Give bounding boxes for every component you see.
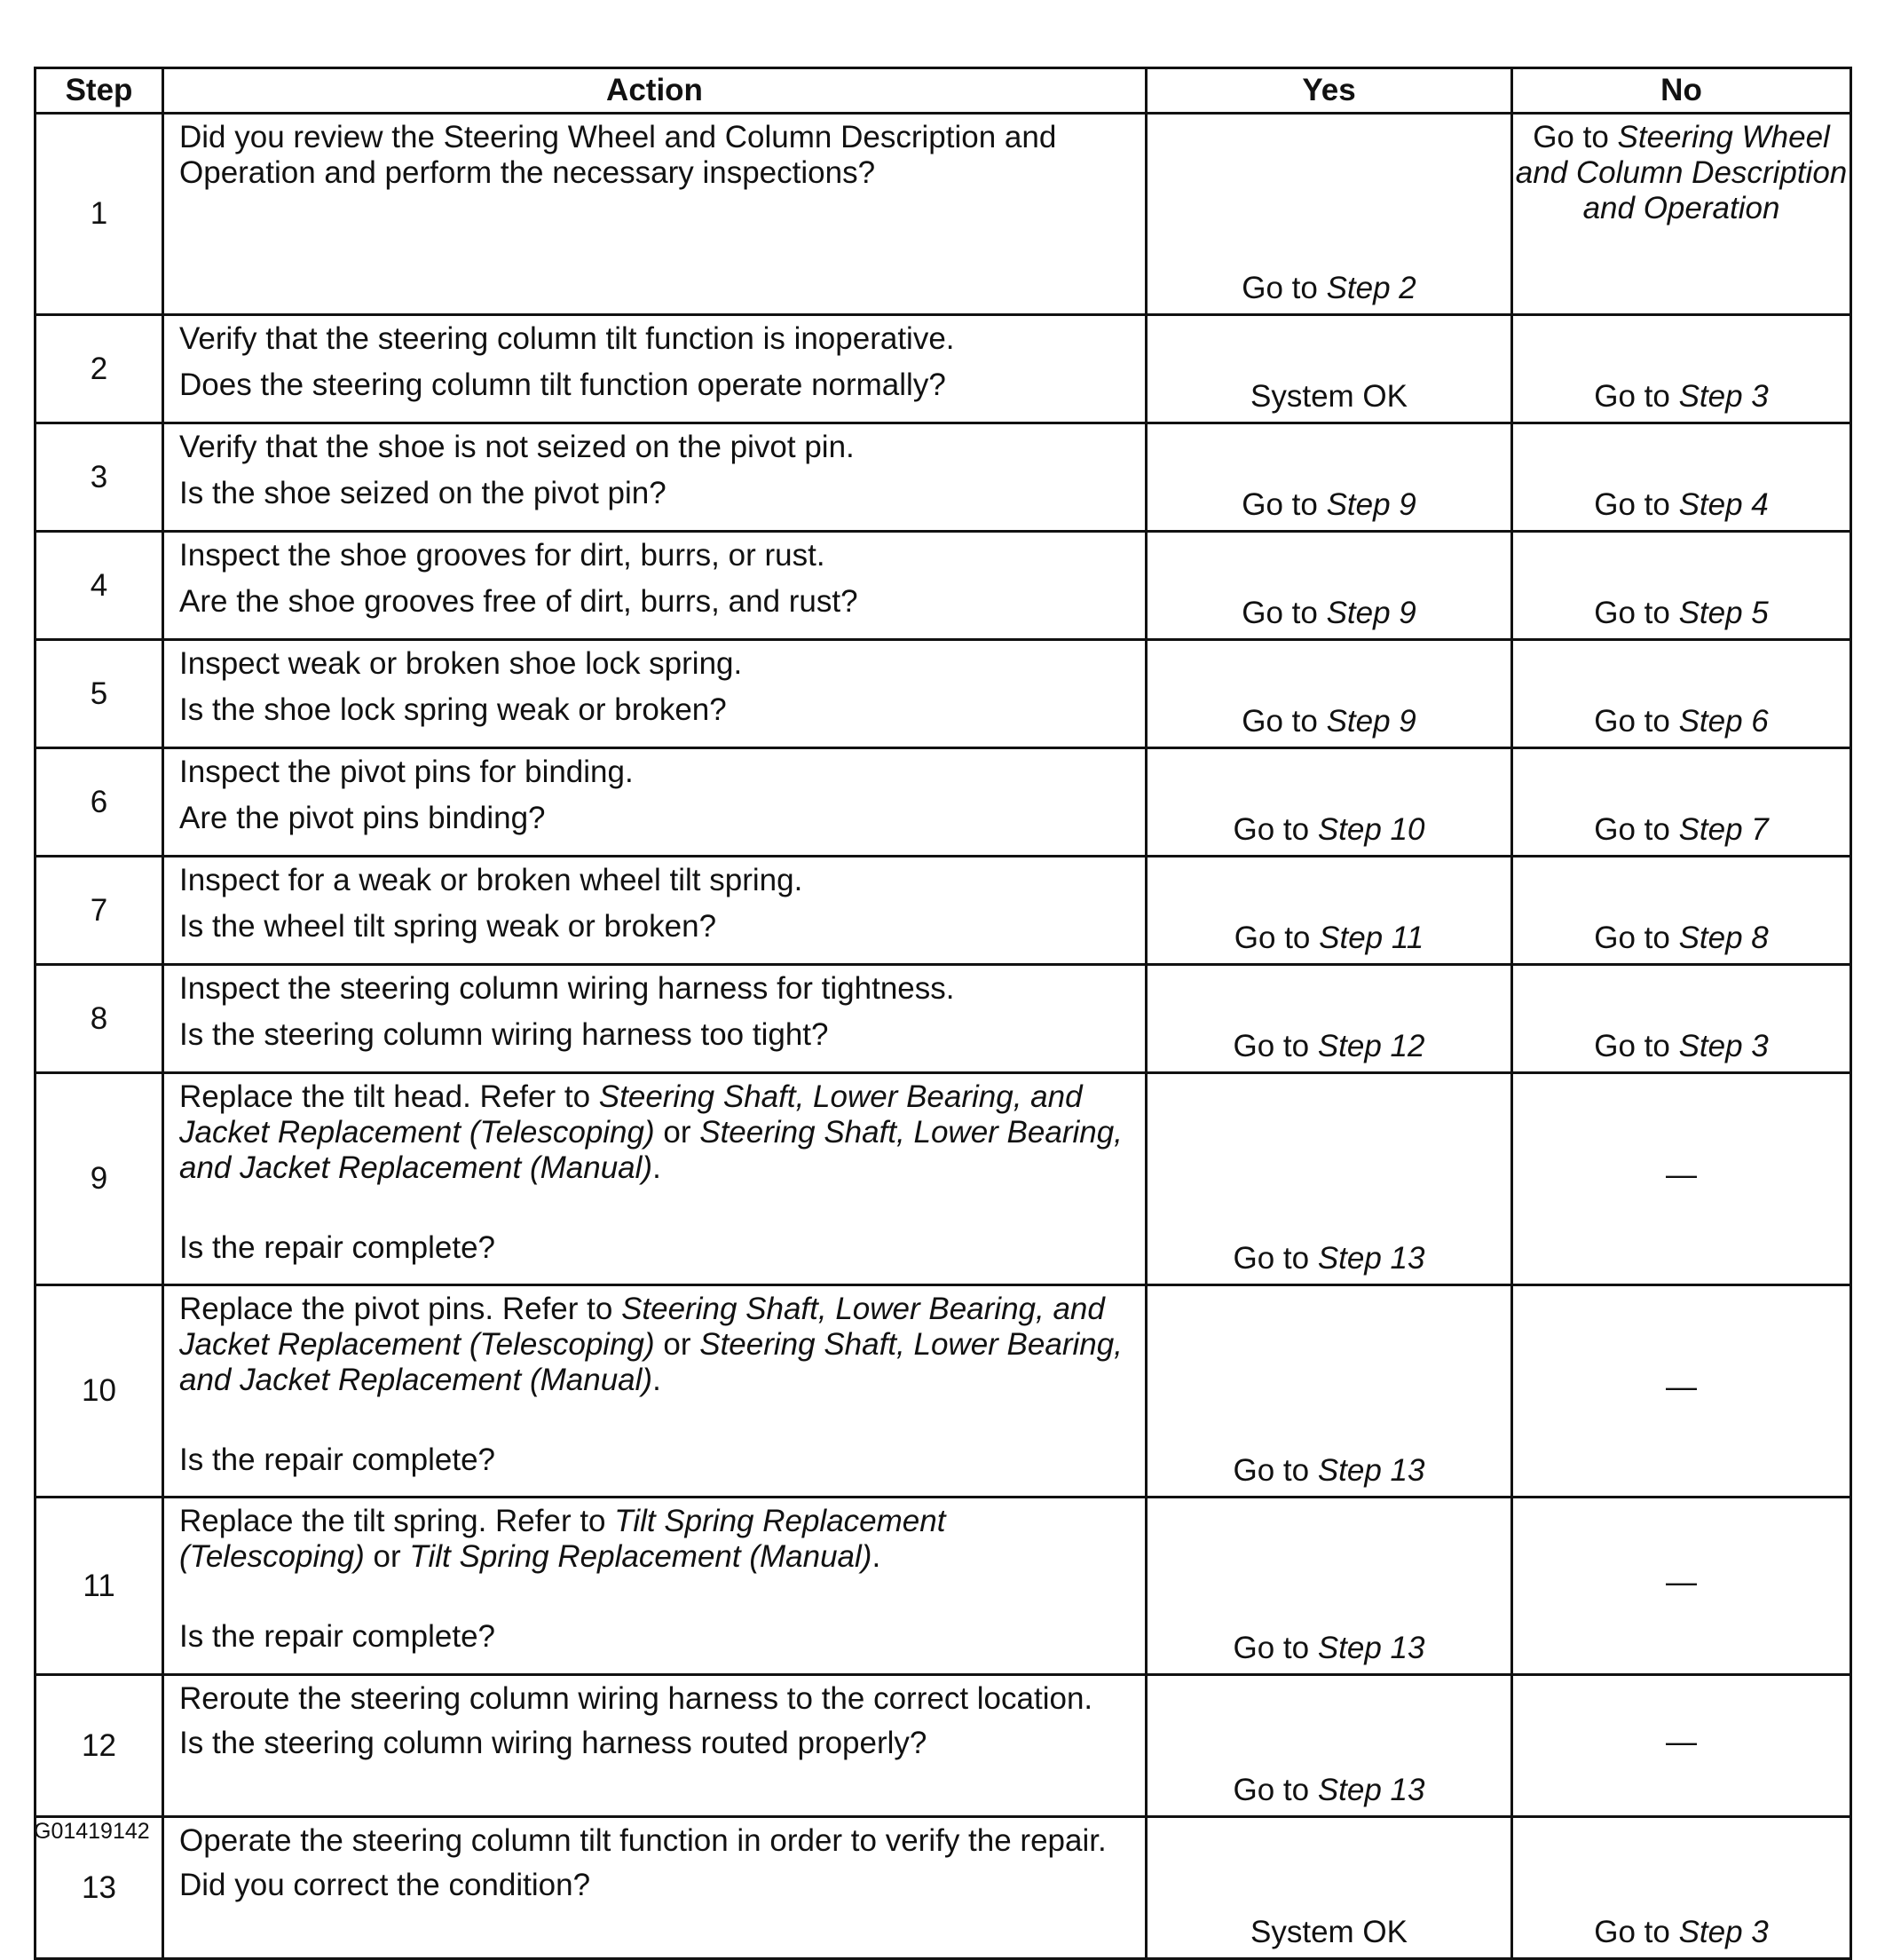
no-cell [1512, 640, 1851, 748]
action-cell [163, 532, 1147, 640]
step-number: 4 [35, 532, 163, 640]
refer-end: . [652, 1150, 661, 1185]
no-cell [1512, 965, 1851, 1073]
step-number: 2 [35, 315, 163, 423]
yes-cell [1147, 114, 1512, 315]
step-number: 10 [35, 1285, 163, 1498]
action-instruction: Inspect the shoe grooves for dirt, burrs, or rust. [179, 538, 825, 573]
table-row [35, 1675, 1851, 1817]
yes-prefix: Go to [1233, 1029, 1318, 1063]
yes-step-ref: Step 13 [1317, 1773, 1425, 1807]
step-number: 6 [35, 748, 163, 857]
action-instruction: Reroute the steering column wiring harness to the correct location. [179, 1681, 1093, 1716]
step-number: 5 [35, 640, 163, 748]
diagnostic-table [34, 67, 1852, 1960]
yes-cell [1147, 423, 1512, 532]
header-yes: Yes [1147, 68, 1512, 114]
procedure-ref-telescoping: Steering Shaft, Lower Bearing, and Jacket Replacement (Telescoping) [179, 1079, 1083, 1150]
action-cell [163, 965, 1147, 1073]
action-question: Is the shoe lock spring weak or broken? [179, 692, 727, 727]
no-step-ref: Step 3 [1678, 379, 1769, 414]
yes-prefix: Go to [1242, 704, 1327, 739]
action-cell [163, 1073, 1147, 1285]
table-row [35, 1073, 1851, 1285]
yes-prefix: Go to [1233, 1773, 1318, 1807]
step-number: 8 [35, 965, 163, 1073]
no-step-ref: Step 3 [1678, 1029, 1769, 1063]
table-row [35, 315, 1851, 423]
no-prefix: Go to [1594, 1915, 1679, 1949]
yes-cell [1147, 1675, 1512, 1817]
yes-step-ref: Step 2 [1326, 271, 1416, 305]
yes-cell [1147, 532, 1512, 640]
header-action: Action [163, 68, 1147, 114]
table-row [35, 532, 1851, 640]
yes-cell [1147, 748, 1512, 857]
step-number: 3 [35, 423, 163, 532]
no-step-ref: Step 5 [1678, 596, 1769, 630]
no-step-ref: Step 3 [1678, 1915, 1769, 1949]
table-row [35, 423, 1851, 532]
yes-step-ref: Step 9 [1326, 596, 1416, 630]
action-cell [163, 1817, 1147, 1959]
action-question: Is the repair complete? [179, 1619, 496, 1654]
action-question: Does the steering column tilt function operate normally? [179, 368, 946, 402]
no-cell [1512, 748, 1851, 857]
no-cell: — [1512, 1073, 1851, 1285]
yes-step-ref: Step 13 [1317, 1453, 1425, 1488]
yes-prefix: Go to [1233, 1241, 1318, 1276]
no-step-ref: Step 8 [1678, 921, 1769, 955]
action-cell [163, 1285, 1147, 1498]
action-instruction: Inspect the pivot pins for binding. [179, 755, 634, 789]
action-question: Is the shoe seized on the pivot pin? [179, 476, 666, 510]
no-cell [1512, 532, 1851, 640]
no-cell: — [1512, 1498, 1851, 1675]
action-text: Did you review the Steering Wheel and Column Description and Operation and perform the necessary inspections? [179, 120, 1057, 190]
action-question: Is the repair complete? [179, 1230, 496, 1265]
yes-cell: System OK [1147, 315, 1512, 423]
no-prefix: Go to [1533, 120, 1618, 154]
action-instruction [179, 1504, 1136, 1575]
action-question: Is the repair complete? [179, 1442, 496, 1477]
procedure-ref-manual: Tilt Spring Replacement (Manual) [409, 1539, 872, 1574]
action-instruction [179, 1079, 1136, 1186]
procedure-ref-manual: Steering Shaft, Lower Bearing, and Jacket Replacement (Manual) [179, 1327, 1123, 1397]
action-cell [163, 315, 1147, 423]
action-instruction: Verify that the steering column tilt function is inoperative. [179, 321, 955, 356]
action-cell [163, 748, 1147, 857]
no-prefix: Go to [1594, 487, 1679, 522]
no-cell [1512, 857, 1851, 965]
action-cell [163, 114, 1147, 315]
procedure-ref-manual: Steering Shaft, Lower Bearing, and Jacket Replacement (Manual) [179, 1115, 1123, 1185]
yes-prefix: Go to [1234, 921, 1320, 955]
table-row [35, 965, 1851, 1073]
action-question: Are the shoe grooves free of dirt, burrs, and rust? [179, 584, 858, 619]
table-row [35, 640, 1851, 748]
yes-step-ref: Step 11 [1319, 921, 1424, 955]
yes-cell: System OK [1147, 1817, 1512, 1959]
action-instruction: Inspect for a weak or broken wheel tilt spring. [179, 863, 803, 897]
no-step-ref: Step 6 [1678, 704, 1769, 739]
no-prefix: Go to [1594, 704, 1679, 739]
table-row [35, 857, 1851, 965]
action-question: Is the steering column wiring harness routed properly? [179, 1726, 927, 1760]
no-prefix: Go to [1594, 379, 1679, 414]
no-cell [1512, 114, 1851, 315]
procedure-ref-telescoping: Steering Shaft, Lower Bearing, and Jacket Replacement (Telescoping) [179, 1292, 1105, 1362]
yes-cell [1147, 1285, 1512, 1498]
no-step-ref: Step 4 [1678, 487, 1769, 522]
no-cell [1512, 423, 1851, 532]
action-cell [163, 857, 1147, 965]
no-doc-ref: Steering Wheel and Column Description and Operation [1515, 120, 1848, 225]
action-question: Is the wheel tilt spring weak or broken? [179, 909, 717, 944]
action-instruction: Inspect the steering column wiring harness for tightness. [179, 971, 955, 1006]
yes-prefix: Go to [1233, 1631, 1318, 1665]
action-instruction: Operate the steering column tilt function in order to verify the repair. [179, 1823, 1107, 1858]
step-number: 1 [35, 114, 163, 315]
no-step-ref: Step 7 [1678, 812, 1769, 847]
no-cell [1512, 315, 1851, 423]
refer-or: or [364, 1539, 410, 1574]
yes-step-ref: Step 12 [1317, 1029, 1425, 1063]
no-prefix: Go to [1594, 921, 1679, 955]
figure-id: G01419142 [34, 1819, 150, 1844]
yes-step-ref: Step 13 [1317, 1631, 1425, 1665]
refer-prefix: Replace the tilt spring. Refer to [179, 1504, 615, 1538]
refer-prefix: Replace the pivot pins. Refer to [179, 1292, 622, 1326]
refer-or: or [654, 1327, 700, 1362]
no-cell [1512, 1817, 1851, 1959]
step-number: 12 [35, 1675, 163, 1817]
yes-prefix: Go to [1242, 596, 1327, 630]
step-number: 9 [35, 1073, 163, 1285]
yes-prefix: Go to [1233, 812, 1318, 847]
table-row [35, 114, 1851, 315]
action-question: Did you correct the condition? [179, 1868, 591, 1902]
yes-cell [1147, 1073, 1512, 1285]
yes-step-ref: Step 9 [1326, 704, 1416, 739]
yes-step-ref: Step 10 [1317, 812, 1425, 847]
no-cell: — [1512, 1675, 1851, 1817]
header-step: Step [35, 68, 163, 114]
table-row [35, 1285, 1851, 1498]
action-cell [163, 423, 1147, 532]
no-cell: — [1512, 1285, 1851, 1498]
header-no: No [1512, 68, 1851, 114]
no-prefix: Go to [1594, 596, 1679, 630]
yes-prefix: Go to [1242, 271, 1327, 305]
yes-cell [1147, 640, 1512, 748]
refer-or: or [654, 1115, 700, 1150]
table-row [35, 748, 1851, 857]
yes-cell [1147, 965, 1512, 1073]
table-row [35, 1817, 1851, 1959]
action-instruction [179, 1292, 1136, 1398]
yes-cell [1147, 857, 1512, 965]
action-instruction: Inspect weak or broken shoe lock spring. [179, 646, 743, 681]
yes-prefix: Go to [1242, 487, 1327, 522]
refer-end: . [652, 1363, 661, 1397]
action-question: Are the pivot pins binding? [179, 801, 546, 835]
refer-prefix: Replace the tilt head. Refer to [179, 1079, 599, 1114]
table-header-row [35, 68, 1851, 114]
step-number: 11 [35, 1498, 163, 1675]
procedure-ref-telescoping: Tilt Spring Replacement (Telescoping) [179, 1504, 946, 1574]
table-row [35, 1498, 1851, 1675]
step-number: 7 [35, 857, 163, 965]
action-cell [163, 640, 1147, 748]
yes-step-ref: Step 13 [1317, 1241, 1425, 1276]
no-prefix: Go to [1594, 1029, 1679, 1063]
step-number: 13 [35, 1817, 163, 1959]
yes-cell [1147, 1498, 1512, 1675]
yes-prefix: Go to [1233, 1453, 1318, 1488]
action-cell [163, 1675, 1147, 1817]
action-instruction: Verify that the shoe is not seized on the pivot pin. [179, 430, 855, 464]
action-cell [163, 1498, 1147, 1675]
refer-end: . [872, 1539, 881, 1574]
action-question: Is the steering column wiring harness too tight? [179, 1017, 829, 1052]
no-prefix: Go to [1594, 812, 1679, 847]
yes-step-ref: Step 9 [1326, 487, 1416, 522]
